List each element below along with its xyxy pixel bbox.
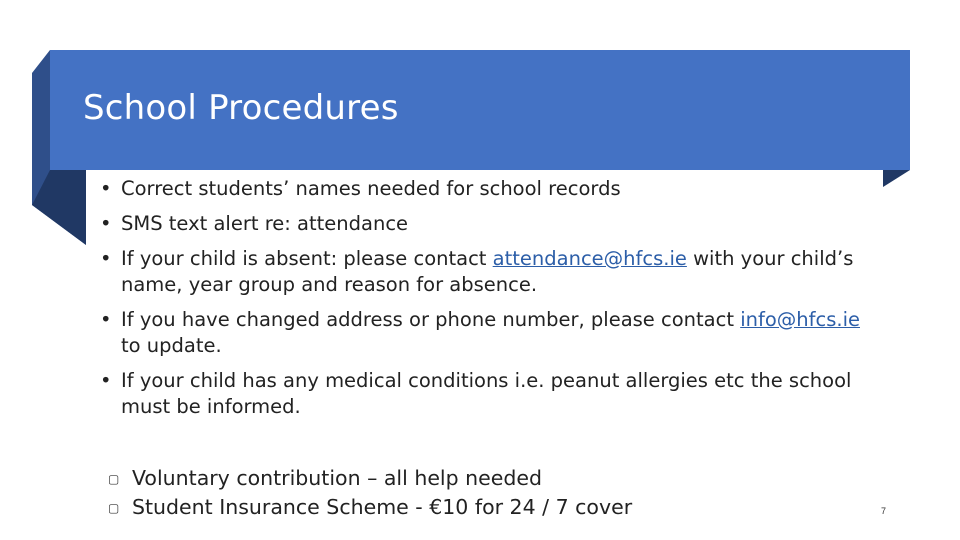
bullet-text: to update. [121, 334, 222, 357]
info-email-link[interactable]: info@hfcs.ie [740, 308, 860, 331]
square-bullet-icon: ▢ [108, 501, 120, 515]
bullet-item [100, 307, 880, 359]
bullet-dot: • [100, 177, 112, 200]
bullet-text: with your child’s name, year group and reason for absence. [121, 247, 854, 296]
bullet-text: Correct students’ names needed for school records [121, 177, 621, 200]
bullet-item [100, 211, 880, 237]
page-number: 7 [881, 506, 887, 516]
slide-title: School Procedures [83, 88, 399, 128]
bullet-item [100, 176, 880, 202]
bullet-dot: • [100, 212, 112, 235]
bullet-list [100, 176, 880, 429]
bullet-dot: • [100, 247, 112, 270]
sub-item-text: Student Insurance Scheme - €10 for 24 / 7 cover [132, 495, 633, 519]
sub-list [108, 464, 808, 522]
bullet-dot: • [100, 369, 112, 392]
bullet-item [100, 368, 880, 420]
bullet-dot: • [100, 308, 112, 331]
bullet-item [100, 246, 880, 298]
bullet-text: If you have changed address or phone number, please contact [121, 308, 741, 331]
bullet-text: SMS text alert re: attendance [121, 212, 409, 235]
bullet-text: If your child is absent: please contact [121, 247, 493, 270]
bullet-text: If your child has any medical conditions i.e. peanut allergies etc the school must be informed. [121, 369, 852, 418]
sub-item-text: Voluntary contribution – all help needed [132, 466, 543, 490]
right-fold-shadow [883, 170, 910, 187]
square-bullet-icon: ▢ [108, 472, 120, 486]
sub-list-item [108, 464, 808, 493]
sub-list-item [108, 493, 808, 522]
attendance-email-link[interactable]: attendance@hfcs.ie [492, 247, 687, 270]
